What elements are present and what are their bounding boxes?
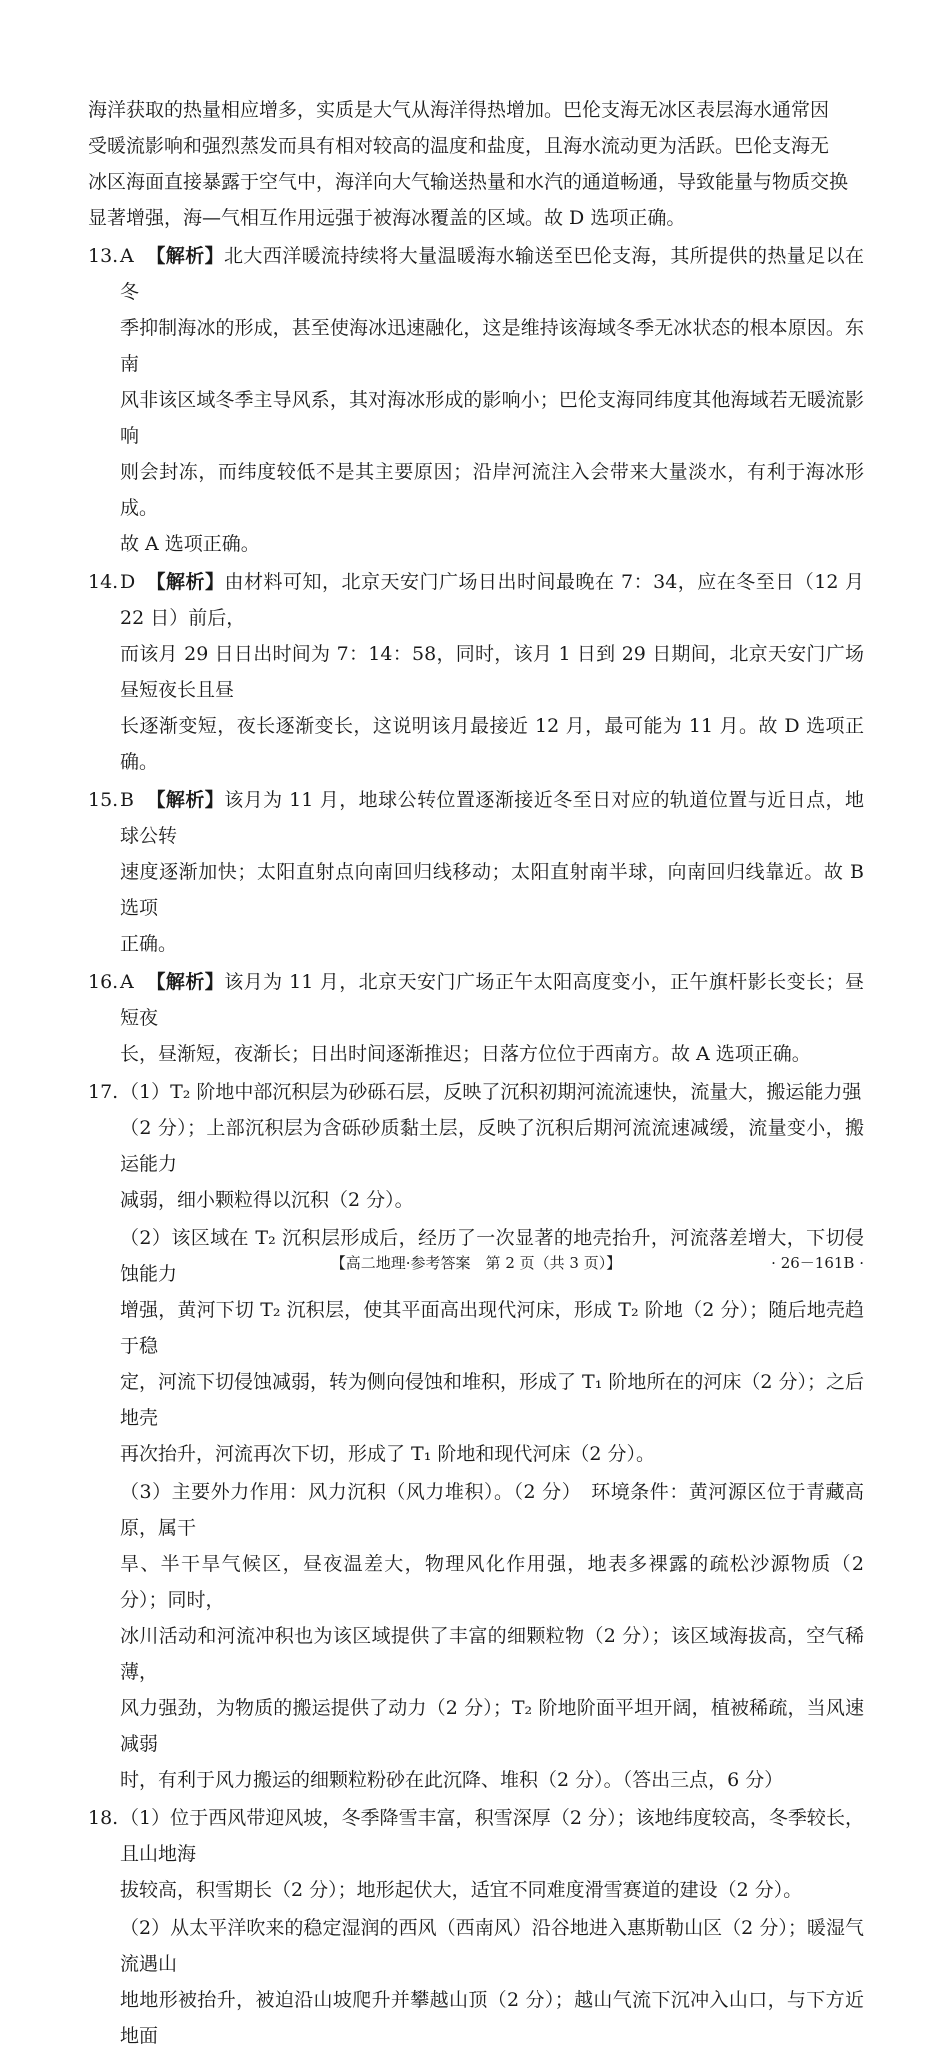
answer-content bbox=[88, 92, 864, 2054]
answer-letter: B bbox=[120, 789, 134, 811]
text-line: 受暖流影响和强烈蒸发而具有相对较高的温度和盐度，且海水流动更为活跃。巴伦支海无 bbox=[88, 135, 830, 157]
text-line: 增强，黄河下切 T₂ 沉积层，使其平面高出现代河床，形成 T₂ 阶地（2 分）；随后地壳趋于稳 bbox=[120, 1299, 864, 1357]
q12-continuation bbox=[88, 92, 864, 236]
text-line: 长逐渐变短，夜长逐渐变长，这说明该月最接近 12 月，最可能为 11 月。故 D 选项正确。 bbox=[120, 715, 864, 773]
text-line: 减弱，细小颗粒得以沉积（2 分）。 bbox=[120, 1189, 414, 1211]
text-line: 该月为 11 月，北京天安门广场正午太阳高度变小，正午旗杆影长变长；昼短夜 bbox=[120, 971, 864, 1029]
question-number: 14. bbox=[88, 571, 119, 593]
text-line: （2 分）；上部沉积层为含砾砂质黏土层，反映了沉积后期河流流速减缓，流量变小，搬运能力 bbox=[120, 1117, 864, 1175]
text-line: 故 A 选项正确。 bbox=[120, 533, 260, 555]
text-line: 冰区海面直接暴露于空气中，海洋向大气输送热量和水汽的通道畅通，导致能量与物质交换 bbox=[88, 171, 849, 193]
answer-letter: A bbox=[120, 245, 134, 267]
text-line: 地地形被抬升，被迫沿山坡爬升并攀越山顶（2 分）；越山气流下沉冲入山口，与下方近地面 bbox=[120, 1989, 864, 2047]
text-line: 北大西洋暖流持续将大量温暖海水输送至巴伦支海，其所提供的热量足以在冬 bbox=[120, 245, 864, 303]
text-line: （2）从太平洋吹来的稳定湿润的西风（西南风）沿谷地进入惠斯勒山区（2 分）；暖湿气流遇山 bbox=[120, 1917, 864, 1975]
page-footer bbox=[88, 1248, 864, 1278]
text-line: 长，昼渐短，夜渐长；日出时间逐渐推迟；日落方位位于西南方。故 A 选项正确。 bbox=[120, 1043, 811, 1065]
answer-16 bbox=[88, 964, 864, 1072]
text-line: （1）位于西风带迎风坡，冬季降雪丰富，积雪深厚（2 分）；该地纬度较高，冬季较长，且山地海 bbox=[120, 1807, 864, 1865]
text-line: 则会封冻，而纬度较低不是其主要原因；沿岸河流注入会带来大量淡水，有利于海冰形成。 bbox=[120, 461, 864, 519]
answer-part-2 bbox=[120, 1910, 864, 2054]
answer-15 bbox=[88, 782, 864, 962]
footer-code: · 26－161B · bbox=[771, 1254, 864, 1272]
question-number: 13. bbox=[88, 245, 119, 267]
text-line: 正确。 bbox=[120, 933, 178, 955]
text-line: 拔较高，积雪期长（2 分）；地形起伏大，适宜不同难度滑雪赛道的建设（2 分）。 bbox=[120, 1879, 803, 1901]
answer-17 bbox=[88, 1074, 864, 1798]
analysis-tag: 【解析】 bbox=[146, 971, 225, 993]
question-number: 16. bbox=[88, 971, 119, 993]
text-line: 速度逐渐加快；太阳直射点向南回归线移动；太阳直射南半球，向南回归线靠近。故 B 选项 bbox=[120, 861, 864, 919]
text-line: （3）主要外力作用：风力沉积（风力堆积）。（2 分） 环境条件：黄河源区位于青藏高原，属干 bbox=[120, 1481, 864, 1539]
text-line: 该月为 11 月，地球公转位置逐渐接近冬至日对应的轨道位置与近日点，地球公转 bbox=[120, 789, 864, 847]
analysis-tag: 【解析】 bbox=[146, 789, 225, 811]
text-line: 冰川活动和河流冲积也为该区域提供了丰富的细颗粒物（2 分）；该区域海拔高，空气稀薄， bbox=[120, 1625, 864, 1683]
answer-letter: A bbox=[120, 971, 134, 993]
text-line: 显著增强，海—气相互作用远强于被海冰覆盖的区域。故 D 选项正确。 bbox=[88, 207, 686, 229]
answer-18 bbox=[88, 1800, 864, 2054]
text-line: 而该月 29 日日出时间为 7：14：58，同时，该月 1 日到 29 日期间，北京天安门广场昼短夜长且昼 bbox=[120, 643, 864, 701]
text-line: 由材料可知，北京天安门广场日出时间最晚在 7：34，应在冬至日（12 月 22 日）前后， bbox=[120, 571, 864, 629]
footer-title: 【高二地理·参考答案 第 2 页（共 3 页）】 bbox=[330, 1254, 622, 1272]
answer-part-1 bbox=[120, 1800, 864, 1908]
text-line: 定，河流下切侵蚀减弱，转为侧向侵蚀和堆积，形成了 T₁ 阶地所在的河床（2 分）；之后地壳 bbox=[120, 1371, 864, 1429]
answer-letter: D bbox=[120, 571, 136, 593]
text-line: 旱、半干旱气候区，昼夜温差大，物理风化作用强，地表多裸露的疏松沙源物质（2 分）；同时， bbox=[120, 1553, 864, 1611]
text-line: 风力强劲，为物质的搬运提供了动力（2 分）；T₂ 阶地阶面平坦开阔，植被稀疏，当风速减弱 bbox=[120, 1697, 864, 1755]
question-number: 18. bbox=[88, 1807, 119, 1829]
analysis-tag: 【解析】 bbox=[146, 571, 225, 593]
answer-part-3 bbox=[120, 1474, 864, 1798]
answer-14 bbox=[88, 564, 864, 780]
text-line: 海洋获取的热量相应增多，实质是大气从海洋得热增加。巴伦支海无冰区表层海水通常因 bbox=[88, 99, 830, 121]
question-number: 15. bbox=[88, 789, 119, 811]
text-line: 时，有利于风力搬运的细颗粒粉砂在此沉降、堆积（2 分）。（答出三点，6 分） bbox=[120, 1769, 784, 1791]
answer-part-1 bbox=[120, 1074, 864, 1218]
question-number: 17. bbox=[88, 1081, 119, 1103]
text-line: （1）T₂ 阶地中部沉积层为砂砾石层，反映了沉积初期河流流速快，流量大，搬运能力强 bbox=[120, 1081, 862, 1103]
text-line: （2）该区域在 T₂ 沉积层形成后，经历了一次显著的地壳抬升，河流落差增大，下切侵蚀能力 bbox=[120, 1227, 864, 1285]
answer-13 bbox=[88, 238, 864, 562]
text-line: 季抑制海冰的形成，甚至使海冰迅速融化，这是维持该海域冬季无冰状态的根本原因。东南 bbox=[120, 317, 864, 375]
text-line: 风非该区域冬季主导风系，其对海冰形成的影响小；巴伦支海同纬度其他海域若无暖流影响 bbox=[120, 389, 864, 447]
analysis-tag: 【解析】 bbox=[146, 245, 225, 267]
text-line: 再次抬升，河流再次下切，形成了 T₁ 阶地和现代河床（2 分）。 bbox=[120, 1443, 655, 1465]
